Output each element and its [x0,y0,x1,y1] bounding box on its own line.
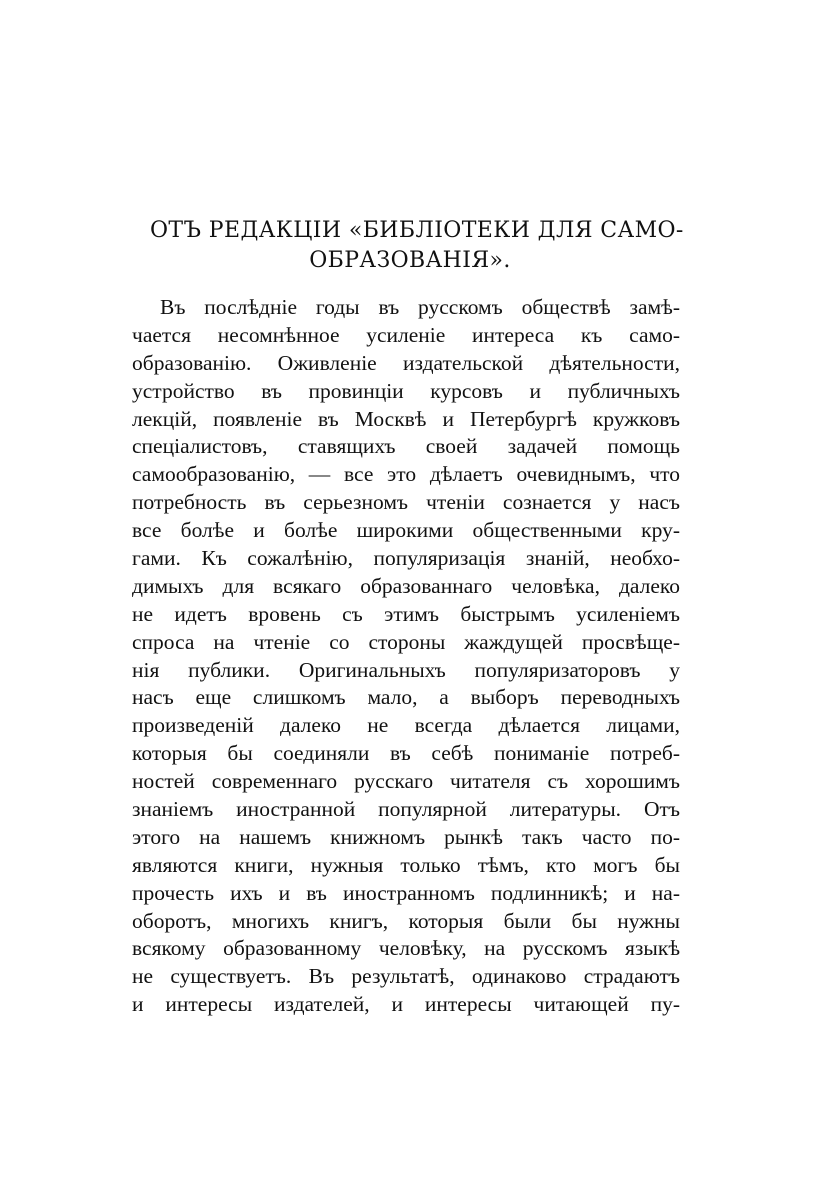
text-line: димыхъ для всякаго образованнаго человѣка, далеко [132,573,680,598]
text-line: знаніемъ иностранной популярной литературы. Отъ [132,797,680,822]
text-line: образованію. Оживленіе издательской дѣятельности, [132,350,680,375]
text-line: ностей современнаго русскаго читателя съ хорошимъ [132,769,680,794]
text-line: не существуетъ. Въ результатѣ, одинаково страдаютъ [132,964,680,989]
text-line: которыя бы соединяли въ себѣ пониманіе потреб- [132,741,680,766]
text-line: этого на нашемъ книжномъ рынкѣ такъ часто по- [132,824,680,849]
section-heading [150,216,684,276]
text-line: являются книги, нужныя только тѣмъ, кто могъ бы [132,852,680,877]
text-line: потребность въ серьезномъ чтеніи сознается у насъ [132,490,680,515]
text-line: гами. Къ сожалѣнію, популяризація знаній, необхо- [132,546,680,571]
text-line: Въ послѣдніе годы въ русскомъ обществѣ замѣ- [160,295,680,319]
text-line: всякому образованному человѣку, на русскомъ языкѣ [132,936,680,961]
heading-line-2: ОБРАЗОВАНІЯ». [309,248,511,273]
text-line: самообразованію, — все это дѣлаетъ очевиднымъ, что [132,462,680,487]
text-line: устройство въ провинціи курсовъ и публичныхъ [132,378,680,403]
text-line: спроса на чтеніе со стороны жаждущей просвѣще- [132,629,680,654]
text-line: не идетъ вровень съ этимъ быстрымъ усиленіемъ [132,601,680,626]
text-line: чается несомнѣнное усиленіе интереса къ само- [132,322,680,347]
text-line: прочесть ихъ и въ иностранномъ подлинникѣ; и на- [132,880,680,905]
text-line: насъ еще слишкомъ мало, а выборъ переводныхъ [132,685,680,710]
text-line: нія публики. Оригинальныхъ популяризаторовъ у [132,657,680,682]
text-line: все болѣе и болѣе широкими общественными кру- [132,518,680,543]
text-line: оборотъ, многихъ книгъ, которыя были бы нужны [132,908,680,933]
text-line: спеціалистовъ, ставящихъ своей задачей помощь [132,434,680,459]
heading-line-1: ОТЪ РЕДАКЦІИ «БИБЛІОТЕКИ ДЛЯ САМО- [150,218,684,243]
text-line: лекцій, появленіе въ Москвѣ и Петербургѣ кружковъ [132,406,680,431]
body-paragraph [132,294,680,1019]
text-line: и интересы издателей, и интересы читающей пу- [132,992,680,1017]
text-line: произведеній далеко не всегда дѣлается лицами, [132,713,680,738]
